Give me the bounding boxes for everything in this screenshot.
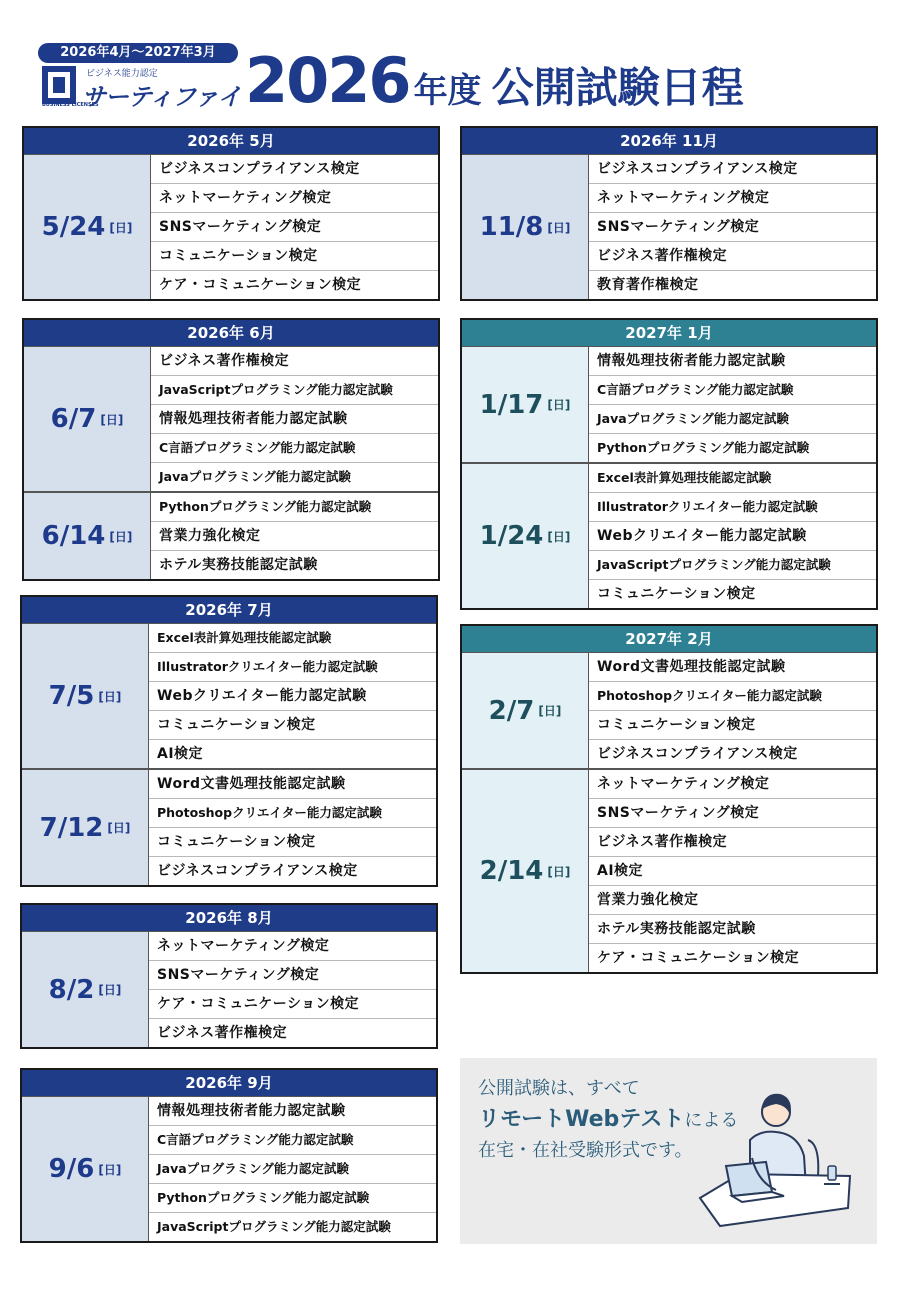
date-weekday: [日] bbox=[538, 704, 562, 718]
exam-list bbox=[151, 493, 438, 579]
exam-session bbox=[462, 346, 876, 462]
exam-item: Photoshopクリエイター能力認定試験 bbox=[589, 681, 876, 710]
exam-item: Word文書処理技能認定試験 bbox=[597, 659, 786, 675]
exam-item: ホテル実務技能認定試験 bbox=[589, 914, 876, 943]
session-date bbox=[24, 493, 151, 579]
session-date bbox=[462, 155, 589, 299]
month-header: 2027年 2月 bbox=[462, 626, 876, 652]
month-header: 2027年 1月 bbox=[462, 320, 876, 346]
exam-item: SNSマーケティング検定 bbox=[589, 212, 876, 241]
exam-item: ビジネスコンプライアンス検定 bbox=[597, 161, 798, 177]
exam-item: JavaScriptプログラミング能力認定試験 bbox=[589, 550, 876, 579]
exam-item: コミュニケーション検定 bbox=[149, 710, 436, 739]
exam-item: 営業力強化検定 bbox=[589, 885, 876, 914]
date-weekday: [日] bbox=[98, 689, 122, 704]
logo-mini-text: BUSINESS LICENSES bbox=[42, 102, 99, 108]
date-number: 2/7 bbox=[488, 695, 535, 726]
session-date bbox=[462, 464, 589, 608]
info-line-2-rest: による bbox=[684, 1110, 739, 1131]
date-weekday: [日] bbox=[547, 220, 571, 235]
month-header: 2026年 9月 bbox=[22, 1070, 436, 1096]
date-weekday: [日] bbox=[107, 821, 131, 835]
exam-item: Illustratorクリエイター能力認定試験 bbox=[589, 492, 876, 521]
session-date bbox=[22, 624, 149, 768]
exam-item: 営業力強化検定 bbox=[151, 521, 438, 550]
date-number: 5/24 bbox=[41, 212, 106, 242]
date-weekday: [日] bbox=[109, 220, 133, 235]
exam-list bbox=[149, 624, 436, 768]
session-date bbox=[24, 155, 151, 299]
session-date bbox=[22, 770, 149, 885]
exam-item: 情報処理技術者能力認定試験 bbox=[597, 353, 786, 369]
exam-item: ケア・コミュニケーション検定 bbox=[151, 270, 438, 299]
month-block bbox=[460, 318, 878, 610]
exam-list bbox=[149, 1097, 436, 1241]
date-weekday: [日] bbox=[547, 529, 571, 544]
exam-item: コミュニケーション検定 bbox=[589, 710, 876, 739]
info-remote-web-test: リモートWebテスト bbox=[478, 1107, 685, 1132]
date-number: 7/5 bbox=[48, 681, 95, 711]
date-weekday: [日] bbox=[547, 398, 571, 412]
exam-item: 教育著作権検定 bbox=[589, 270, 876, 299]
exam-item: ネットマーケティング検定 bbox=[589, 183, 876, 212]
exam-session bbox=[462, 768, 876, 972]
exam-item: SNSマーケティング検定 bbox=[151, 212, 438, 241]
exam-list bbox=[149, 932, 436, 1047]
exam-item: ビジネス著作権検定 bbox=[159, 353, 290, 369]
session-date bbox=[22, 932, 149, 1047]
date-number: 8/2 bbox=[48, 974, 95, 1005]
exam-item: SNSマーケティング検定 bbox=[149, 960, 436, 989]
exam-item: AI検定 bbox=[589, 856, 876, 885]
exam-list bbox=[151, 155, 438, 299]
exam-item: Pythonプログラミング能力認定試験 bbox=[149, 1183, 436, 1212]
exam-item: ビジネスコンプライアンス検定 bbox=[149, 856, 436, 885]
exam-item: Javaプログラミング能力認定試験 bbox=[589, 404, 876, 433]
exam-item: ビジネスコンプライアンス検定 bbox=[589, 739, 876, 768]
date-weekday: [日] bbox=[98, 983, 122, 997]
exam-session bbox=[462, 154, 876, 299]
exam-session bbox=[24, 491, 438, 579]
exam-session bbox=[24, 346, 438, 491]
exam-session bbox=[22, 768, 436, 885]
date-weekday: [日] bbox=[109, 529, 133, 544]
date-number: 6/7 bbox=[50, 404, 97, 434]
logo-subtitle: ビジネス能力認定 bbox=[86, 69, 158, 79]
exam-item: Illustratorクリエイター能力認定試験 bbox=[149, 652, 436, 681]
month-block bbox=[460, 126, 878, 301]
exam-item: C言語プログラミング能力認定試験 bbox=[151, 433, 438, 462]
info-box bbox=[460, 1058, 877, 1244]
session-date bbox=[24, 347, 151, 491]
date-number: 9/6 bbox=[48, 1154, 95, 1184]
page-title bbox=[245, 44, 744, 117]
session-date bbox=[462, 347, 589, 462]
exam-item: Photoshopクリエイター能力認定試験 bbox=[149, 798, 436, 827]
title-year: 2026 bbox=[245, 44, 410, 117]
month-header: 2026年 6月 bbox=[24, 320, 438, 346]
exam-list bbox=[589, 155, 876, 299]
exam-item: ビジネス著作権検定 bbox=[589, 827, 876, 856]
exam-item: JavaScriptプログラミング能力認定試験 bbox=[151, 375, 438, 404]
exam-item: コミュニケーション検定 bbox=[589, 579, 876, 608]
exam-list bbox=[151, 347, 438, 491]
exam-session bbox=[462, 462, 876, 608]
exam-item: Word文書処理技能認定試験 bbox=[157, 776, 346, 792]
exam-item: ビジネス著作権検定 bbox=[149, 1018, 436, 1047]
exam-item: コミュニケーション検定 bbox=[149, 827, 436, 856]
exam-item: Webクリエイター能力認定試験 bbox=[149, 681, 436, 710]
exam-session bbox=[22, 1096, 436, 1241]
month-header: 2026年 8月 bbox=[22, 905, 436, 931]
exam-item: ケア・コミュニケーション検定 bbox=[149, 989, 436, 1018]
month-block bbox=[20, 595, 438, 887]
exam-list bbox=[589, 653, 876, 768]
exam-item: コミュニケーション検定 bbox=[151, 241, 438, 270]
exam-item: SNSマーケティング検定 bbox=[589, 798, 876, 827]
exam-session bbox=[22, 623, 436, 768]
month-block bbox=[20, 1068, 438, 1243]
date-weekday: [日] bbox=[98, 1162, 122, 1177]
session-date bbox=[22, 1097, 149, 1241]
remote-worker-illustration-icon bbox=[680, 1078, 870, 1238]
exam-item: Excel表計算処理技能認定試験 bbox=[157, 630, 332, 645]
title-nendo: 年度 bbox=[413, 71, 482, 111]
month-block bbox=[460, 624, 878, 974]
date-number: 11/8 bbox=[479, 212, 544, 242]
session-date bbox=[462, 653, 589, 768]
exam-item: Excel表計算処理技能認定試験 bbox=[597, 470, 772, 485]
exam-item: AI検定 bbox=[149, 739, 436, 768]
exam-list bbox=[589, 464, 876, 608]
exam-item: ホテル実務技能認定試験 bbox=[151, 550, 438, 579]
exam-item: 情報処理技術者能力認定試験 bbox=[151, 404, 438, 433]
exam-item: ビジネスコンプライアンス検定 bbox=[159, 161, 360, 177]
title-rest: 公開試験日程 bbox=[491, 63, 744, 112]
exam-item: ネットマーケティング検定 bbox=[157, 938, 330, 954]
date-weekday: [日] bbox=[100, 412, 124, 427]
exam-item: C言語プログラミング能力認定試験 bbox=[149, 1125, 436, 1154]
date-number: 6/14 bbox=[41, 521, 106, 551]
month-header: 2026年 11月 bbox=[462, 128, 876, 154]
exam-item: ネットマーケティング検定 bbox=[151, 183, 438, 212]
period-badge: 2026年4月～2027年3月 bbox=[38, 43, 238, 63]
logo-mark-icon bbox=[42, 66, 76, 104]
exam-item: ビジネス著作権検定 bbox=[589, 241, 876, 270]
info-line-1: 公開試験は、すべて bbox=[478, 1078, 640, 1099]
session-date bbox=[462, 770, 589, 972]
info-line-3: 在宅・在社受験形式です。 bbox=[478, 1140, 693, 1161]
month-block bbox=[22, 126, 440, 301]
exam-list bbox=[149, 770, 436, 885]
month-header: 2026年 5月 bbox=[24, 128, 438, 154]
month-header: 2026年 7月 bbox=[22, 597, 436, 623]
exam-item: Pythonプログラミング能力認定試験 bbox=[589, 433, 876, 462]
exam-item: JavaScriptプログラミング能力認定試験 bbox=[149, 1212, 436, 1241]
certify-logo bbox=[42, 66, 241, 111]
exam-session bbox=[24, 154, 438, 299]
exam-list bbox=[589, 770, 876, 972]
month-block bbox=[22, 318, 440, 581]
exam-item: C言語プログラミング能力認定試験 bbox=[589, 375, 876, 404]
exam-item: Webクリエイター能力認定試験 bbox=[589, 521, 876, 550]
date-number: 2/14 bbox=[479, 856, 544, 886]
month-block bbox=[20, 903, 438, 1049]
date-weekday: [日] bbox=[547, 864, 571, 879]
logo-name: サーティファイ bbox=[82, 83, 241, 111]
exam-item: 情報処理技術者能力認定試験 bbox=[157, 1103, 346, 1119]
exam-list bbox=[589, 347, 876, 462]
exam-item: Pythonプログラミング能力認定試験 bbox=[159, 499, 372, 514]
exam-item: ケア・コミュニケーション検定 bbox=[589, 943, 876, 972]
date-number: 1/24 bbox=[479, 521, 544, 551]
exam-item: Javaプログラミング能力認定試験 bbox=[149, 1154, 436, 1183]
date-number: 7/12 bbox=[39, 812, 104, 843]
date-number: 1/17 bbox=[479, 389, 544, 420]
exam-item: ネットマーケティング検定 bbox=[597, 776, 770, 792]
exam-session bbox=[462, 652, 876, 768]
exam-session bbox=[22, 931, 436, 1047]
exam-item: Javaプログラミング能力認定試験 bbox=[151, 462, 438, 491]
